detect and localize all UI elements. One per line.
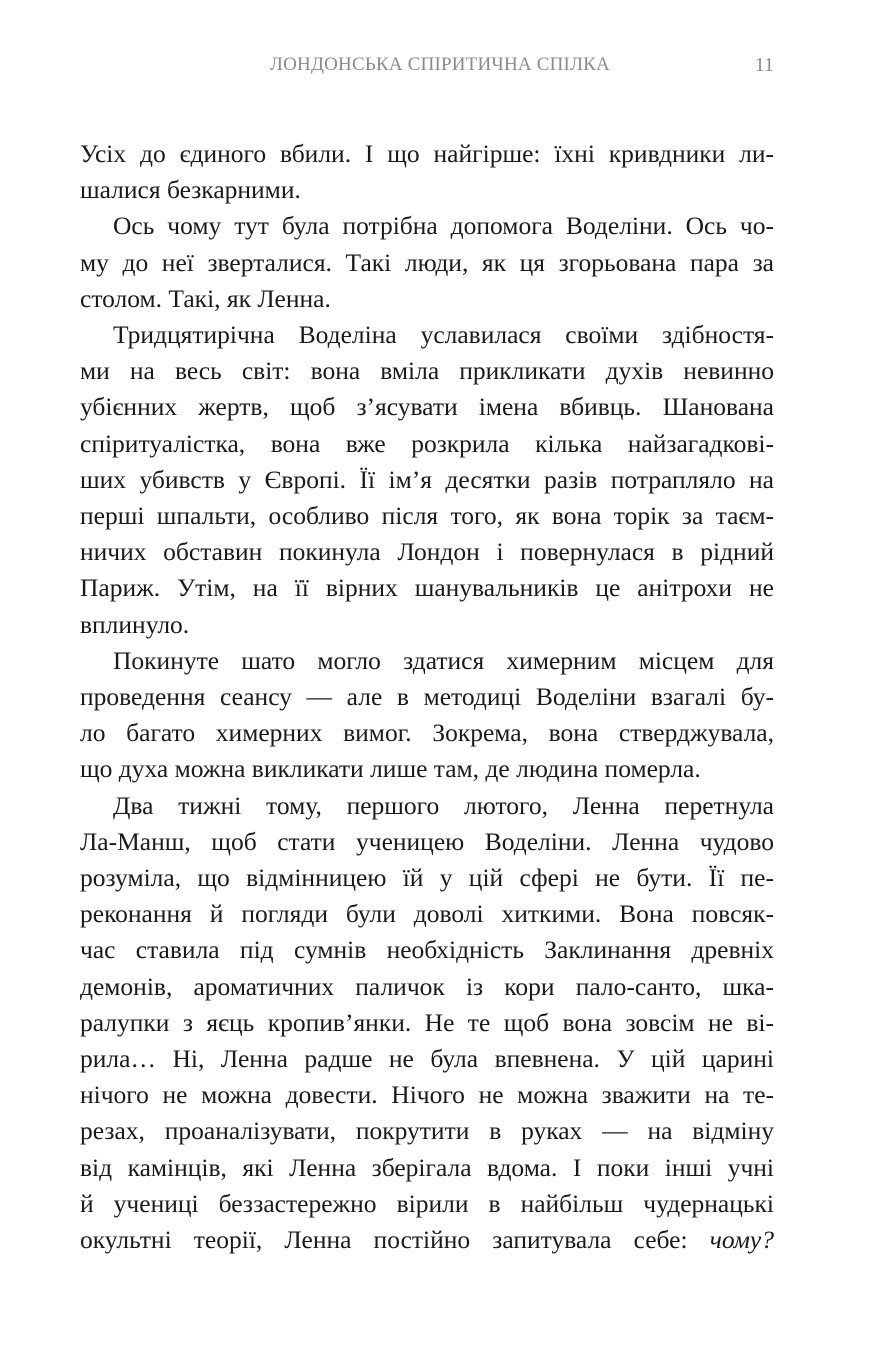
text-line: ми на весь світ: вона вміла прикликати духів невинно [80, 356, 774, 386]
text-line: шалися безкарними. [80, 175, 301, 205]
text-line: Ла-Манш, щоб стати ученицею Воделіни. Ленна чудово [80, 826, 774, 856]
paragraph-1 [80, 136, 774, 208]
text-line: му до неї зверталися. Такі люди, як ця згорьована пара за [80, 247, 774, 277]
text-line: час ставила під сумнів необхідність Заклинання древніх [80, 935, 774, 965]
paragraph-2 [80, 208, 774, 317]
text-line-final-prefix: окультні теорії, Ленна постійно запитувала себе: [80, 1225, 710, 1255]
text-line: ло багато химерних вимог. Зокрема, вона стверджувала, [80, 718, 774, 748]
text-line: рила… Ні, Ленна радше не була впевнена. У цій царині [80, 1044, 774, 1074]
text-line: перші шпальти, особливо після того, як вона торік за таєм- [80, 501, 774, 531]
text-line: розуміла, що відмінницею їй у цій сфері не бути. Її пе- [80, 863, 774, 893]
page-number: 11 [754, 54, 774, 76]
text-line: ничих обставин покинула Лондон і повернулася в рідний [80, 537, 774, 567]
running-head-title: ЛОНДОНСЬКА СПІРИТИЧНА СПІЛКА [270, 54, 610, 75]
text-line: резах, проаналізувати, покрутити в руках — на відміну [80, 1116, 774, 1146]
text-line: реконання й погляди були доволі хиткими. Вона повсяк- [80, 899, 774, 929]
text-line: проведення сеансу — але в методиці Воделіни взагалі бу- [80, 682, 774, 712]
paragraph-5 [80, 788, 774, 1259]
text-line: Усіх до єдиного вбили. І що найгірше: їхні кривдники ли- [80, 139, 774, 168]
paragraph-3 [80, 317, 774, 643]
paragraph-4 [80, 643, 774, 788]
text-line: Покинуте шато могло здатися химерним місцем для [113, 645, 774, 675]
text-line: ших убивств у Європі. Її ім’я десятки разів потрапляло на [80, 464, 774, 494]
text-line: нічого не можна довести. Нічого не можна зважити на те- [80, 1080, 774, 1110]
text-line: й учениці беззастережно вірили в найбільш чудернацькі [80, 1188, 774, 1218]
text-line: Ось чому тут була потрібна допомога Воделіни. Ось чо- [113, 211, 774, 241]
text-line: від камінців, які Ленна зберігала вдома. І поки інші учні [80, 1152, 774, 1182]
text-line: убієнних жертв, щоб з’ясувати імена вбивць. Шанована [80, 392, 774, 422]
italic-question: чому? [709, 1225, 774, 1255]
text-line: спіритуалістка, вона вже розкрила кілька найзагадкові- [80, 428, 774, 458]
text-line: демонів, ароматичних паличок із кори пало-санто, шка- [80, 971, 774, 1001]
text-line: ралупки з яєць кропив’янки. Не те щоб вона зовсім не ві- [80, 1007, 774, 1037]
text-line: що духа можна викликати лише там, де людина померла. [80, 754, 701, 784]
text-line: столом. Такі, як Ленна. [80, 283, 331, 313]
text-line-final [80, 1222, 774, 1258]
text-line: Париж. Утім, на її вірних шанувальників це анітрохи не [80, 573, 774, 603]
body-text [80, 136, 774, 1258]
text-line: Два тижні тому, першого лютого, Ленна перетнула [113, 790, 774, 820]
text-line: вплинуло. [80, 609, 190, 639]
text-line: Тридцятирічна Воделіна уславилася своїми здібностя- [113, 320, 774, 350]
